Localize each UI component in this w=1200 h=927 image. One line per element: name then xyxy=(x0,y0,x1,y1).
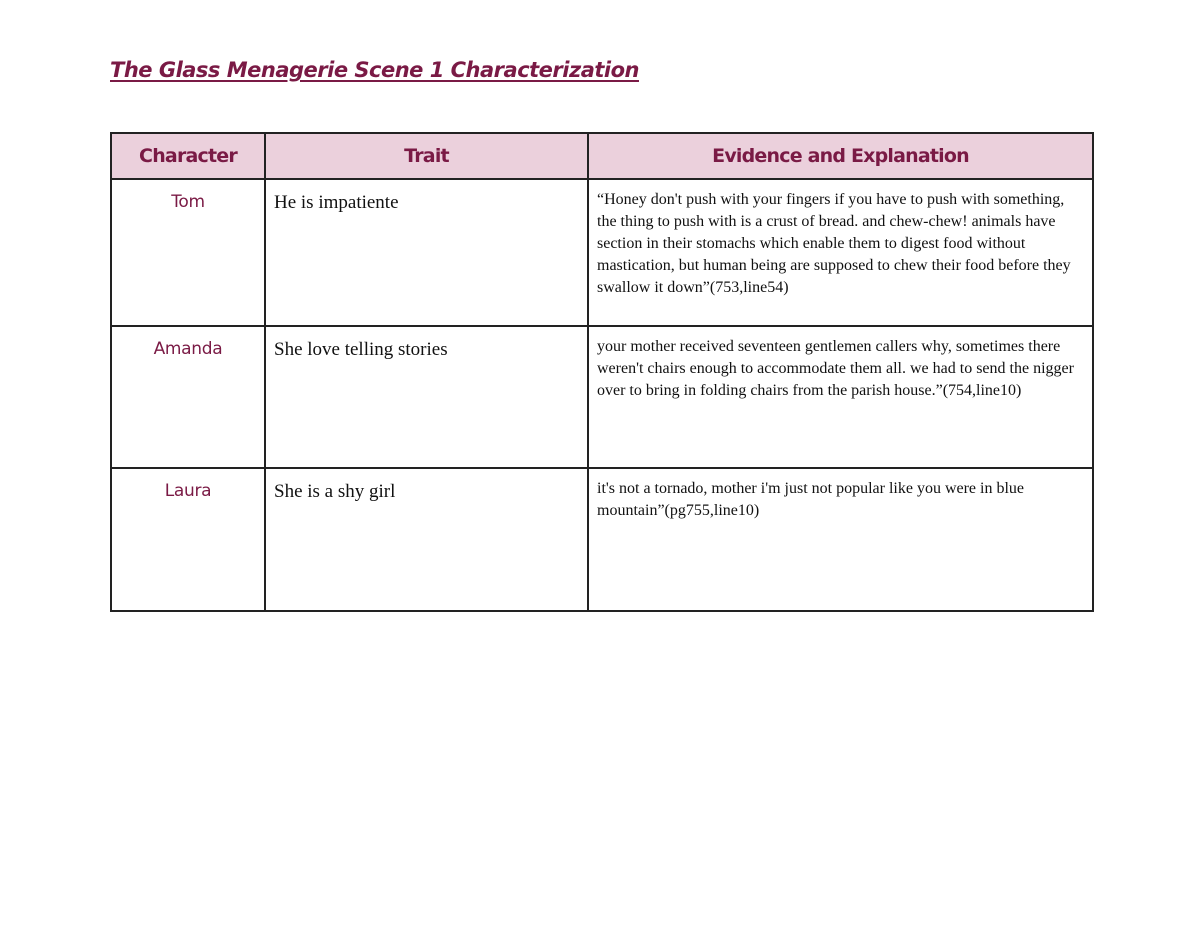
document-title: The Glass Menagerie Scene 1 Characterization xyxy=(110,58,639,82)
header-evidence: Evidence and Explanation xyxy=(588,133,1093,179)
character-evidence: your mother received seventeen gentlemen callers why, sometimes there weren't chairs enough to accommodate them all. we had to send the nigger over to bring in folding chairs from the parish house.”(754,line10) xyxy=(588,326,1093,468)
character-evidence: it's not a tornado, mother i'm just not popular like you were in blue mountain”(pg755,line10) xyxy=(588,468,1093,611)
character-trait: She is a shy girl xyxy=(265,468,588,611)
header-trait: Trait xyxy=(265,133,588,179)
character-evidence: “Honey don't push with your fingers if you have to push with something, the thing to push with is a crust of bread. and chew-chew! animals have section in their stomachs which enable them to digest food without mastication, but human being are supposed to chew their food before they swallow it down”(753,line54) xyxy=(588,179,1093,326)
table-row xyxy=(111,468,1093,611)
header-row xyxy=(111,133,1093,179)
table-row xyxy=(111,326,1093,468)
character-name: Amanda xyxy=(111,326,265,468)
character-trait: He is impatiente xyxy=(265,179,588,326)
table-row xyxy=(111,179,1093,326)
character-name: Laura xyxy=(111,468,265,611)
header-character: Character xyxy=(111,133,265,179)
character-name: Tom xyxy=(111,179,265,326)
characterization-table xyxy=(110,132,1094,612)
character-trait: She love telling stories xyxy=(265,326,588,468)
